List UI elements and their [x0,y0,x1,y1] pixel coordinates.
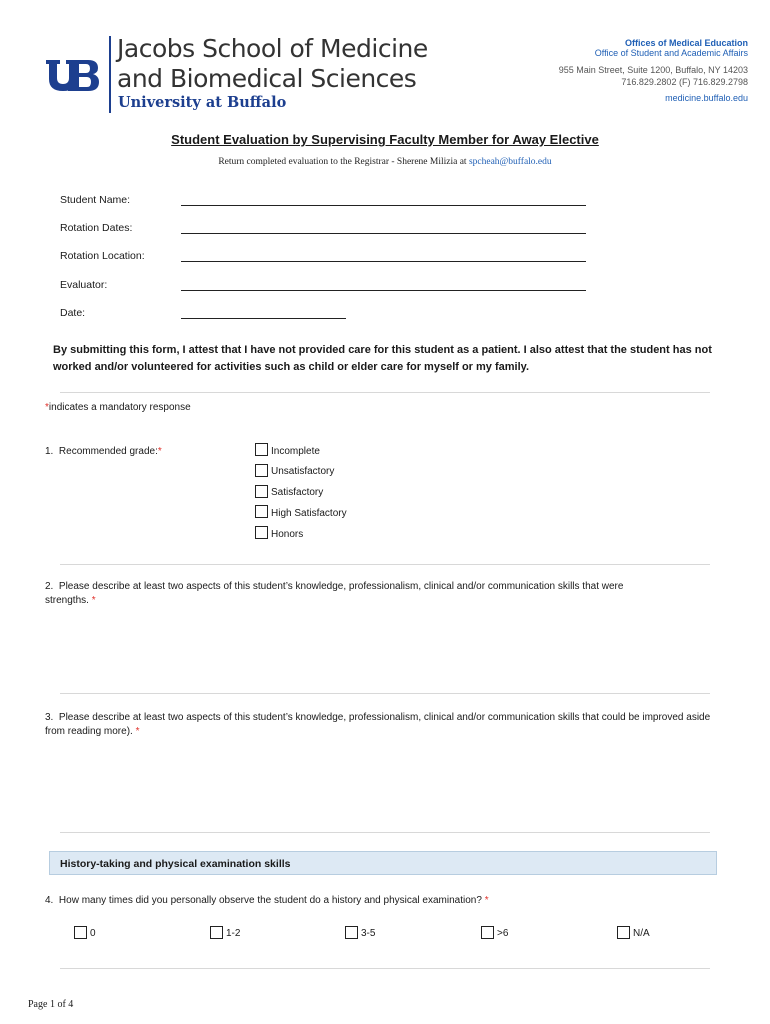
rotation-location-field[interactable] [181,261,586,262]
office-phone: 716.829.2802 (F) 716.829.2798 [621,77,748,87]
form-title: Student Evaluation by Supervising Faculty Member for Away Elective [171,132,599,147]
grade-unsatisfactory-checkbox[interactable] [255,464,268,477]
grade-honors-checkbox[interactable] [255,526,268,539]
grade-incomplete-checkbox[interactable] [255,443,268,456]
page-number: Page 1 of 4 [28,999,74,1010]
return-text: Return completed evaluation to the Registrar - Sherene Milizia at [218,157,469,167]
grade-satisfactory-checkbox[interactable] [255,485,268,498]
question-2 [45,580,670,608]
mandatory-note-text: indicates a mandatory response [48,402,191,413]
observation-option-label: 1-2 [226,928,241,939]
observations-over-6-checkbox[interactable] [481,926,494,939]
section-title: History-taking and physical examination skills [60,858,291,870]
observation-option-label: >6 [497,928,509,939]
date-label: Date: [60,307,86,319]
evaluator-field[interactable] [181,290,586,291]
required-star: * [135,726,140,737]
grade-option-label: Unsatisfactory [271,466,335,477]
rotation-dates-label: Rotation Dates: [60,222,133,234]
observations-3-5-checkbox[interactable] [345,926,358,939]
divider [60,968,710,969]
question-number: 1. [45,446,54,457]
question-text: Recommended grade: [58,446,158,457]
question-1 [45,445,162,459]
ub-logo-icon [44,58,100,92]
grade-option-label: Satisfactory [271,487,324,498]
improvement-response-area[interactable] [60,742,710,827]
required-star: * [91,595,96,606]
rotation-dates-field[interactable] [181,233,586,234]
question-text: Please describe at least two aspects of this student’s knowledge, professionalism, clinical and/or communication skills that were strengths. [45,581,624,606]
date-field[interactable] [181,318,346,319]
observations-0-checkbox[interactable] [74,926,87,939]
office-address: 955 Main Street, Suite 1200, Buffalo, NY 14203 [558,65,748,75]
office-title: Offices of Medical Education [624,38,748,48]
required-star: * [45,402,49,413]
mandatory-note [45,402,191,413]
question-4 [45,894,489,908]
required-star: * [157,446,162,457]
divider [60,564,710,565]
required-star: * [484,895,489,906]
office-website-link[interactable]: medicine.buffalo.edu [665,93,748,103]
grade-option-label: High Satisfactory [271,508,347,519]
observations-na-checkbox[interactable] [617,926,630,939]
student-name-label: Student Name: [60,194,131,206]
grade-option-label: Honors [271,529,304,540]
office-subtitle: Office of Student and Academic Affairs [594,48,748,58]
question-number: 3. [45,712,54,723]
question-number: 4. [45,895,54,906]
student-name-field[interactable] [181,205,586,206]
divider [60,832,710,833]
question-text: Please describe at least two aspects of this student’s knowledge, professionalism, clinical and/or communication skills that could be improved aside from reading more). [45,712,711,737]
logo-divider [109,36,111,113]
observations-1-2-checkbox[interactable] [210,926,223,939]
question-number: 2. [45,581,54,592]
observation-option-label: 3-5 [361,928,376,939]
question-text: How many times did you personally observe the student do a history and physical examination? [58,895,482,906]
evaluator-label: Evaluator: [60,279,108,291]
grade-option-label: Incomplete [271,446,320,457]
divider [60,693,710,694]
strengths-response-area[interactable] [60,610,710,690]
registrar-email-link[interactable]: spcheah@buffalo.edu [468,157,552,167]
divider [60,392,710,393]
attestation-statement: By submitting this form, I attest that I have not provided care for this student as a patient. I also attest that the student has not worked and/or volunteered for activities such as child or elder care for myself or my family. [53,344,712,373]
grade-high-satisfactory-checkbox[interactable] [255,505,268,518]
rotation-location-label: Rotation Location: [60,250,145,262]
university-name: University at Buffalo [118,94,287,111]
observation-option-label: N/A [633,928,650,939]
school-name-line2: and Biomedical Sciences [117,64,417,93]
question-3 [45,711,725,739]
return-instructions [0,157,770,167]
school-name-line1: Jacobs School of Medicine [117,34,428,63]
observation-option-label: 0 [90,928,96,939]
